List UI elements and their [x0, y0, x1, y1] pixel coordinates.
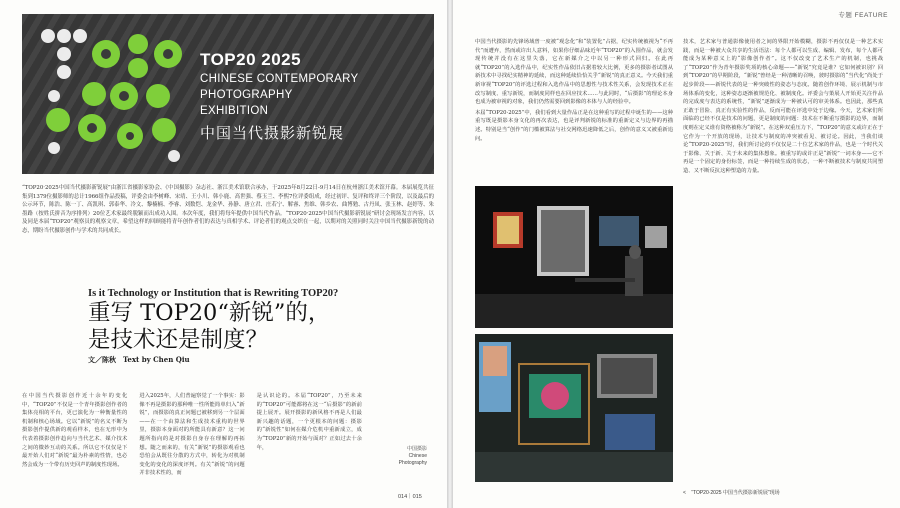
article-title-line-2: 是技术还是制度？ [88, 327, 269, 353]
right-column-a [475, 38, 673, 143]
body-column-1: 在中国当代摄影创作近十余年的变化中，“TOP20”不仅是一个青年摄影创作者的集体亮相的平台，更已演化为一种衡量性的机制和核心场域。它以“新锐”的名义不断为摄影创作提供新的观看样本，也在无形中为代表着摄影创作趋向与当代艺术、媒介技术之间的微妙互动的关系。所以它不仅仅是下最开始人们对“新锐”最为朴素的性情，也必然会成为一个带有历史回声的制度性现场。 [22, 393, 128, 468]
caption-arrow-icon: < [683, 490, 686, 496]
hero-cn-title: 中国当代摄影新锐展 [200, 125, 345, 142]
photo-caption-text: “TOP20·2025 中国当代摄影新锐展”现场 [691, 490, 780, 496]
article-title-cn [88, 300, 388, 354]
top20-logo [34, 24, 194, 166]
body-column-2: 进入2025年，人们普遍察觉了一个事实：影像不再是摄影的那种唯一性所能简单归入“新锐”，而摄影的真正问题已被移到另一个层面——在一个由算法和生成技术重构的世界里，摄影本身面对的所能具有新意？这一问题所指向的是对摄影自身存在理解的再拓想。随之而来的，有关“新锐”的摄影观看也恐怕会从既往分散的方式中，转化为对机制变化的变化的深度评判。有关“新锐”的问题并非技术性的，而 [139, 393, 245, 477]
exhibition-photo-2 [475, 334, 673, 482]
hero-year-title: TOP20 2025 [200, 50, 302, 69]
side-caption-line-3: Photography [398, 460, 427, 466]
exhibition-photo-2-image [475, 334, 673, 482]
left-page [0, 0, 447, 508]
body-column-3: 是认识论的。本届“TOP20”，乃至未来的“TOP20”可能都将在这一“后摄影”的新前提上展开。展开摄影的新风格不再是人们最新兴趣的话题，一个更根本的问题：摄影的“新锐性”如何在媒介危机中重新成立，成为“TOP20”新的开始与面对？正如过去十余年， [256, 393, 362, 451]
exhibition-photo-1-image [475, 186, 673, 328]
right-page [453, 0, 900, 508]
hero-title-block [200, 50, 430, 143]
right-column-a-text-2: 本届“TOP20·2025”中，我们看到大量作品正是在这种重写的过程中诞生的——这种重写既是摄影本身文化的再次表达，也是评判新锐的标准的重新定义与边界的再描述。特别是当“创作”的门槛被算法与社交网络迅速降低之后，创作的意义又被重新追问。 [475, 109, 673, 142]
hero-en-line-3: EXHIBITION [200, 105, 269, 117]
side-caption-line-2: Chinese [408, 453, 427, 459]
right-column-a-text: 中国当代摄影的先锋场域曾一度被“观念化”和“装置化”占据，纪实传统被视为“不再代”而遭弃，然而或许出人意料，如果你仔细品味近年“TOP20”的入围作品，就会发现传统并没有在这里失落，它在新媒介之中以另一种形式回归。在此再就“TOP20”的入选作品中，纪实性作品依旧占据着较大比例，更多的摄影者试图从新技术中寻找纪实精神的延续，而这种延续恰恰关乎“新锐”的真正意义。今天我们重新审视“TOP20”的评选过程和入选作品中的思想性与技术性关系，会发现技术正在改写制度、重写新锐，而制度同样也在回应技术……与此同时，“后摄影”的理论本身也成为被审视的对象，我们仍然需要回到影像的本体与人的经验中。 [475, 39, 673, 106]
body-columns [22, 392, 362, 478]
article-title-line-1: 重写 TOP20“新锐”的， [88, 300, 331, 326]
side-caption-line-1: 中国摄影 [406, 446, 427, 452]
section-header: 专题 FEATURE [838, 12, 888, 19]
hero-banner [22, 14, 434, 174]
right-column-b: 技术，艺术家与普通影像使用者之间的界限开始模糊，摄影不再仅仅是一种艺术实践，而是一种被大众共享的生活语法：每个人都可以生成、编辑、发布，每个人都可能成为某种意义上的“影像创作者”。这不仅改变了艺术生产的机制，也挑战了“TOP20”作为青年摄影奖项的核心命题——“新锐”究竟是谁？它如何被识别？回到“TOP20”的早期阶段，“新锐”曾经是一种清晰的召唤，彼时摄影的“当代化”尚处于起步阶段——新锐代表的是一种突破性的姿态与态度。随着创作环境、展示机制与市场体系的变化，这种姿态逐渐被规范化、被制度化。评委会与策展人开始更关注作品的完成度与表达的系统性，“新锐”逐渐成为一种被认可的审美体系。也因此，那些真正敢于冒险、真正有实验性的作品，反而可能在评选中处于边缘。今天，艺术家们所面临的已经不仅是技术的问题，更是制度的问题：技术在不断重写摄影的边界，而制度则在定义谁有资格被称为“新锐”。在这种双重压力下，“TOP20”的意义或许正在于它作为一个开放的现场，让技术与制度的冲突被看见、被讨论。因此，当我们谈论“TOP20·2025”时，我们所讨论的不仅仅是二十位艺术家的作品，也是一个时代关于影像、关于新、关于未来的集体想象。被重写的或许正是“新锐”一词本身——它不再是一个固定的身份标签，而是一种持续生成的状态，一种不断被技术与制度共同塑造、又不断反抗这种塑造的力量。 [683, 39, 883, 174]
byline: 文／陈秋 Text by Chen Qiu [88, 355, 190, 364]
hero-en-line-1: CHINESE CONTEMPORARY [200, 73, 359, 85]
hero-en-line-2: PHOTOGRAPHY [200, 89, 293, 101]
exhibition-photo-1 [475, 186, 673, 328]
intro-paragraph: “TOP20·2025中国当代摄影新锐展”由浙江省摄影家协会、《中国摄影》杂志社、浙江美术馆联合承办，于2025年8月22日-9月14日在杭州浙江美术馆开幕。本届展览共征集到1379位摄影师的总计1966组作品投稿，评委会由李树峰、宋靖、王小川、韩小鹿、高世强、蔡玉兰、李熙7位评委组成，经过初评、复评和终评三个阶段，以及最后的公示环节，陈浩、陈一丁、高凯琪、郭泰华、冷文、黎楠楠、李睿、刘数恺、龙金华、孙静、唐立君、庄若宁、解睿、焦维、韩乡农、曲博勉、古丹凤、张玉林、赵婷等、朱墨路（按姓氏拼音为序排列）20位艺术家最终脱颖而出成功入围。本次年度，我们将每年提供中国当代作品。“TOP20·2025中国当代摄影新锐展”研讨会现场发言内容，以及同是本届“TOP20”观察员的观察文章，希望这样的回顾能将青年创作者们的表达与真相学术、评论者们的观点交织在一起，以期对的关照同时关注中国当代摄影新锐的动态，期盼当代摄影创作与学术的共同成长。 [22, 185, 434, 234]
photo-caption [683, 489, 780, 496]
magazine-side-caption [383, 446, 427, 467]
article-subtitle-en: Is it Technology or Institution that is Rewriting TOP20? [88, 288, 339, 299]
page-number: 014｜015 [398, 494, 422, 500]
